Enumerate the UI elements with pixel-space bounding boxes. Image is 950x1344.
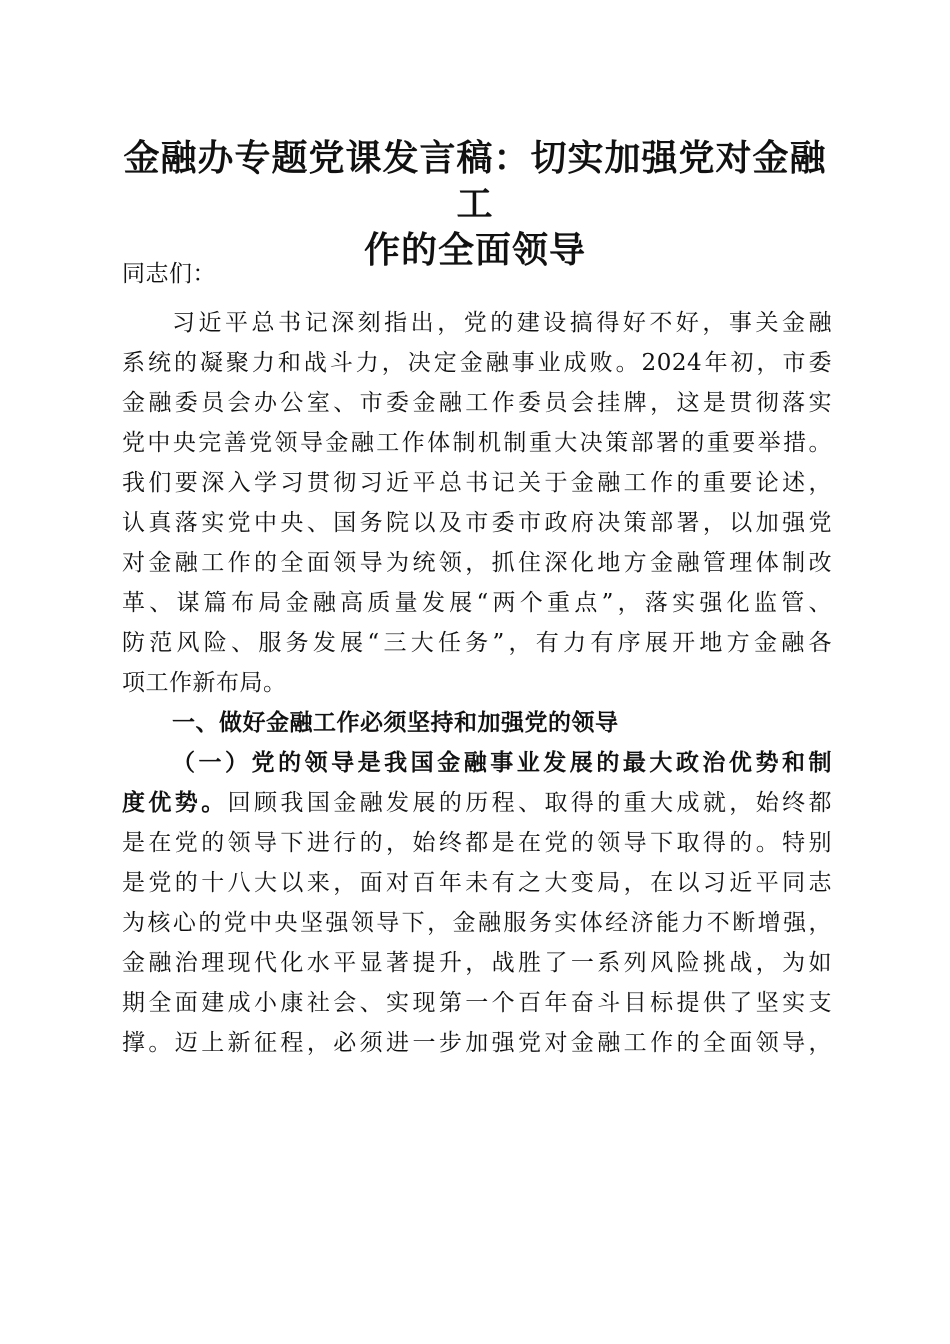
paragraph-line: 防范风险、服务发展“三大任务”，有力有序展开地方金融各 <box>122 630 832 656</box>
paragraph-line: 金融治理现代化水平显著提升，战胜了一系列风险挑战，为如 <box>122 950 832 976</box>
paragraph-line: 撑。迈上新征程，必须进一步加强党对金融工作的全面领导， <box>122 1030 832 1056</box>
subsection-heading-tail: 度优势。 <box>122 789 228 816</box>
paragraph-line: 对金融工作的全面领导为统领，抓住深化地方金融管理体制改 <box>122 550 832 576</box>
document-title <box>118 135 832 273</box>
paragraph-line <box>122 783 832 823</box>
paragraph-line: 系统的凝聚力和战斗力，决定金融事业成败。2024年初，市委 <box>122 350 832 376</box>
paragraph-line: 项工作新布局。 <box>122 670 287 696</box>
subsection-heading: （一）党的领导是我国金融事业发展的最大政治优势和制 <box>172 749 832 776</box>
paragraph-section-1 <box>122 743 832 1063</box>
document-body <box>122 254 832 1063</box>
paragraph-line: 我们要深入学习贯彻习近平总书记关于金融工作的重要论述， <box>122 470 832 496</box>
paragraph-line: 革、谋篇布局金融高质量发展“两个重点”，落实强化监管、 <box>122 590 832 616</box>
title-line-1: 金融办专题党课发言稿：切实加强党对金融工 <box>123 137 827 225</box>
paragraph-text: 回顾我国金融发展的历程、取得的重大成就，始终都 <box>227 790 833 816</box>
paragraph-line: 党中央完善党领导金融工作体制机制重大决策部署的重要举措。 <box>122 430 832 456</box>
section-heading: 一、做好金融工作必须坚持和加强党的领导 <box>172 710 619 736</box>
paragraph-line: 是党的十八大以来，面对百年未有之大变局，在以习近平同志 <box>122 870 832 896</box>
paragraph-line: 期全面建成小康社会、实现第一个百年奋斗目标提供了坚实支 <box>122 990 832 1016</box>
paragraph-line: 为核心的党中央坚强领导下，金融服务实体经济能力不断增强， <box>122 910 832 936</box>
paragraph-line: 认真落实党中央、国务院以及市委市政府决策部署，以加强党 <box>122 510 832 536</box>
paragraph-line: 是在党的领导下进行的，始终都是在党的领导下取得的。特别 <box>122 830 832 856</box>
paragraph-line: 习近平总书记深刻指出，党的建设搞得好不好，事关金融 <box>172 310 832 336</box>
title-line-2: 作的全面领导 <box>363 229 586 271</box>
salutation: 同志们： <box>122 261 216 287</box>
paragraph-line: 金融委员会办公室、市委金融工作委员会挂牌，这是贯彻落实 <box>122 390 832 416</box>
paragraph-intro <box>122 303 832 703</box>
